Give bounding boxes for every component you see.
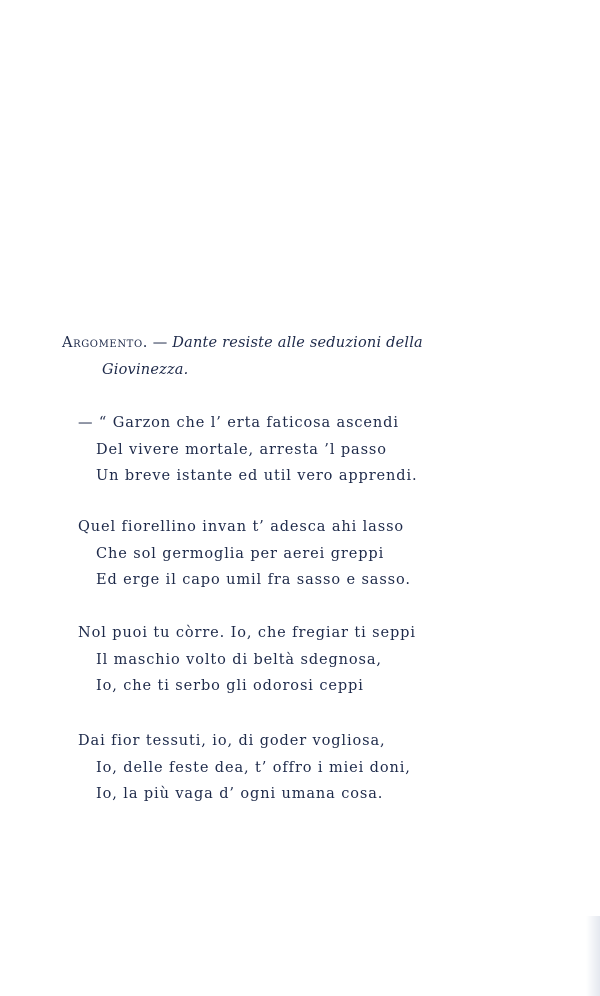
verse-line: Il maschio volto di beltà sdegnosa, xyxy=(96,651,382,668)
poem-stanza-4 xyxy=(78,728,538,808)
verse-line: Un breve istante ed util vero apprendi. xyxy=(96,468,418,484)
verse-line: Io, che ti serbo gli odorosi ceppi xyxy=(96,678,364,694)
page-edge-shadow xyxy=(586,916,600,996)
verse-line: Dai fior tessuti, io, di goder vogliosa, xyxy=(78,733,386,749)
verse-line: — “ Garzon che l’ erta faticosa ascendi xyxy=(78,415,399,431)
verse-line: Che sol germoglia per aerei greppi xyxy=(96,545,385,562)
argomento-text-line2: Giovinezza. xyxy=(102,362,189,378)
verse-line: Del vivere mortale, arresta ’l passo xyxy=(96,441,387,458)
verse-line: Quel fiorellino invan t’ adesca ahi lasso xyxy=(78,519,405,535)
verse-line: Nol puoi tu còrre. Io, che fregiar ti seppi xyxy=(78,625,416,641)
poem-stanza-3 xyxy=(78,620,538,700)
argomento-text-line1: Dante resiste alle seduzioni della xyxy=(172,335,423,351)
verse-line: Io, la più vaga d’ ogni umana cosa. xyxy=(96,786,384,802)
argomento-dash: — xyxy=(147,335,173,351)
poem-stanza-1 xyxy=(78,410,538,490)
argomento-label: Argomento. xyxy=(62,335,148,351)
poem-stanza-2 xyxy=(78,514,538,594)
argomento-summary xyxy=(62,330,522,384)
verse-line: Io, delle feste dea, t’ offro i miei doni, xyxy=(96,759,411,776)
verse-line: Ed erge il capo umil fra sasso e sasso. xyxy=(96,572,411,588)
